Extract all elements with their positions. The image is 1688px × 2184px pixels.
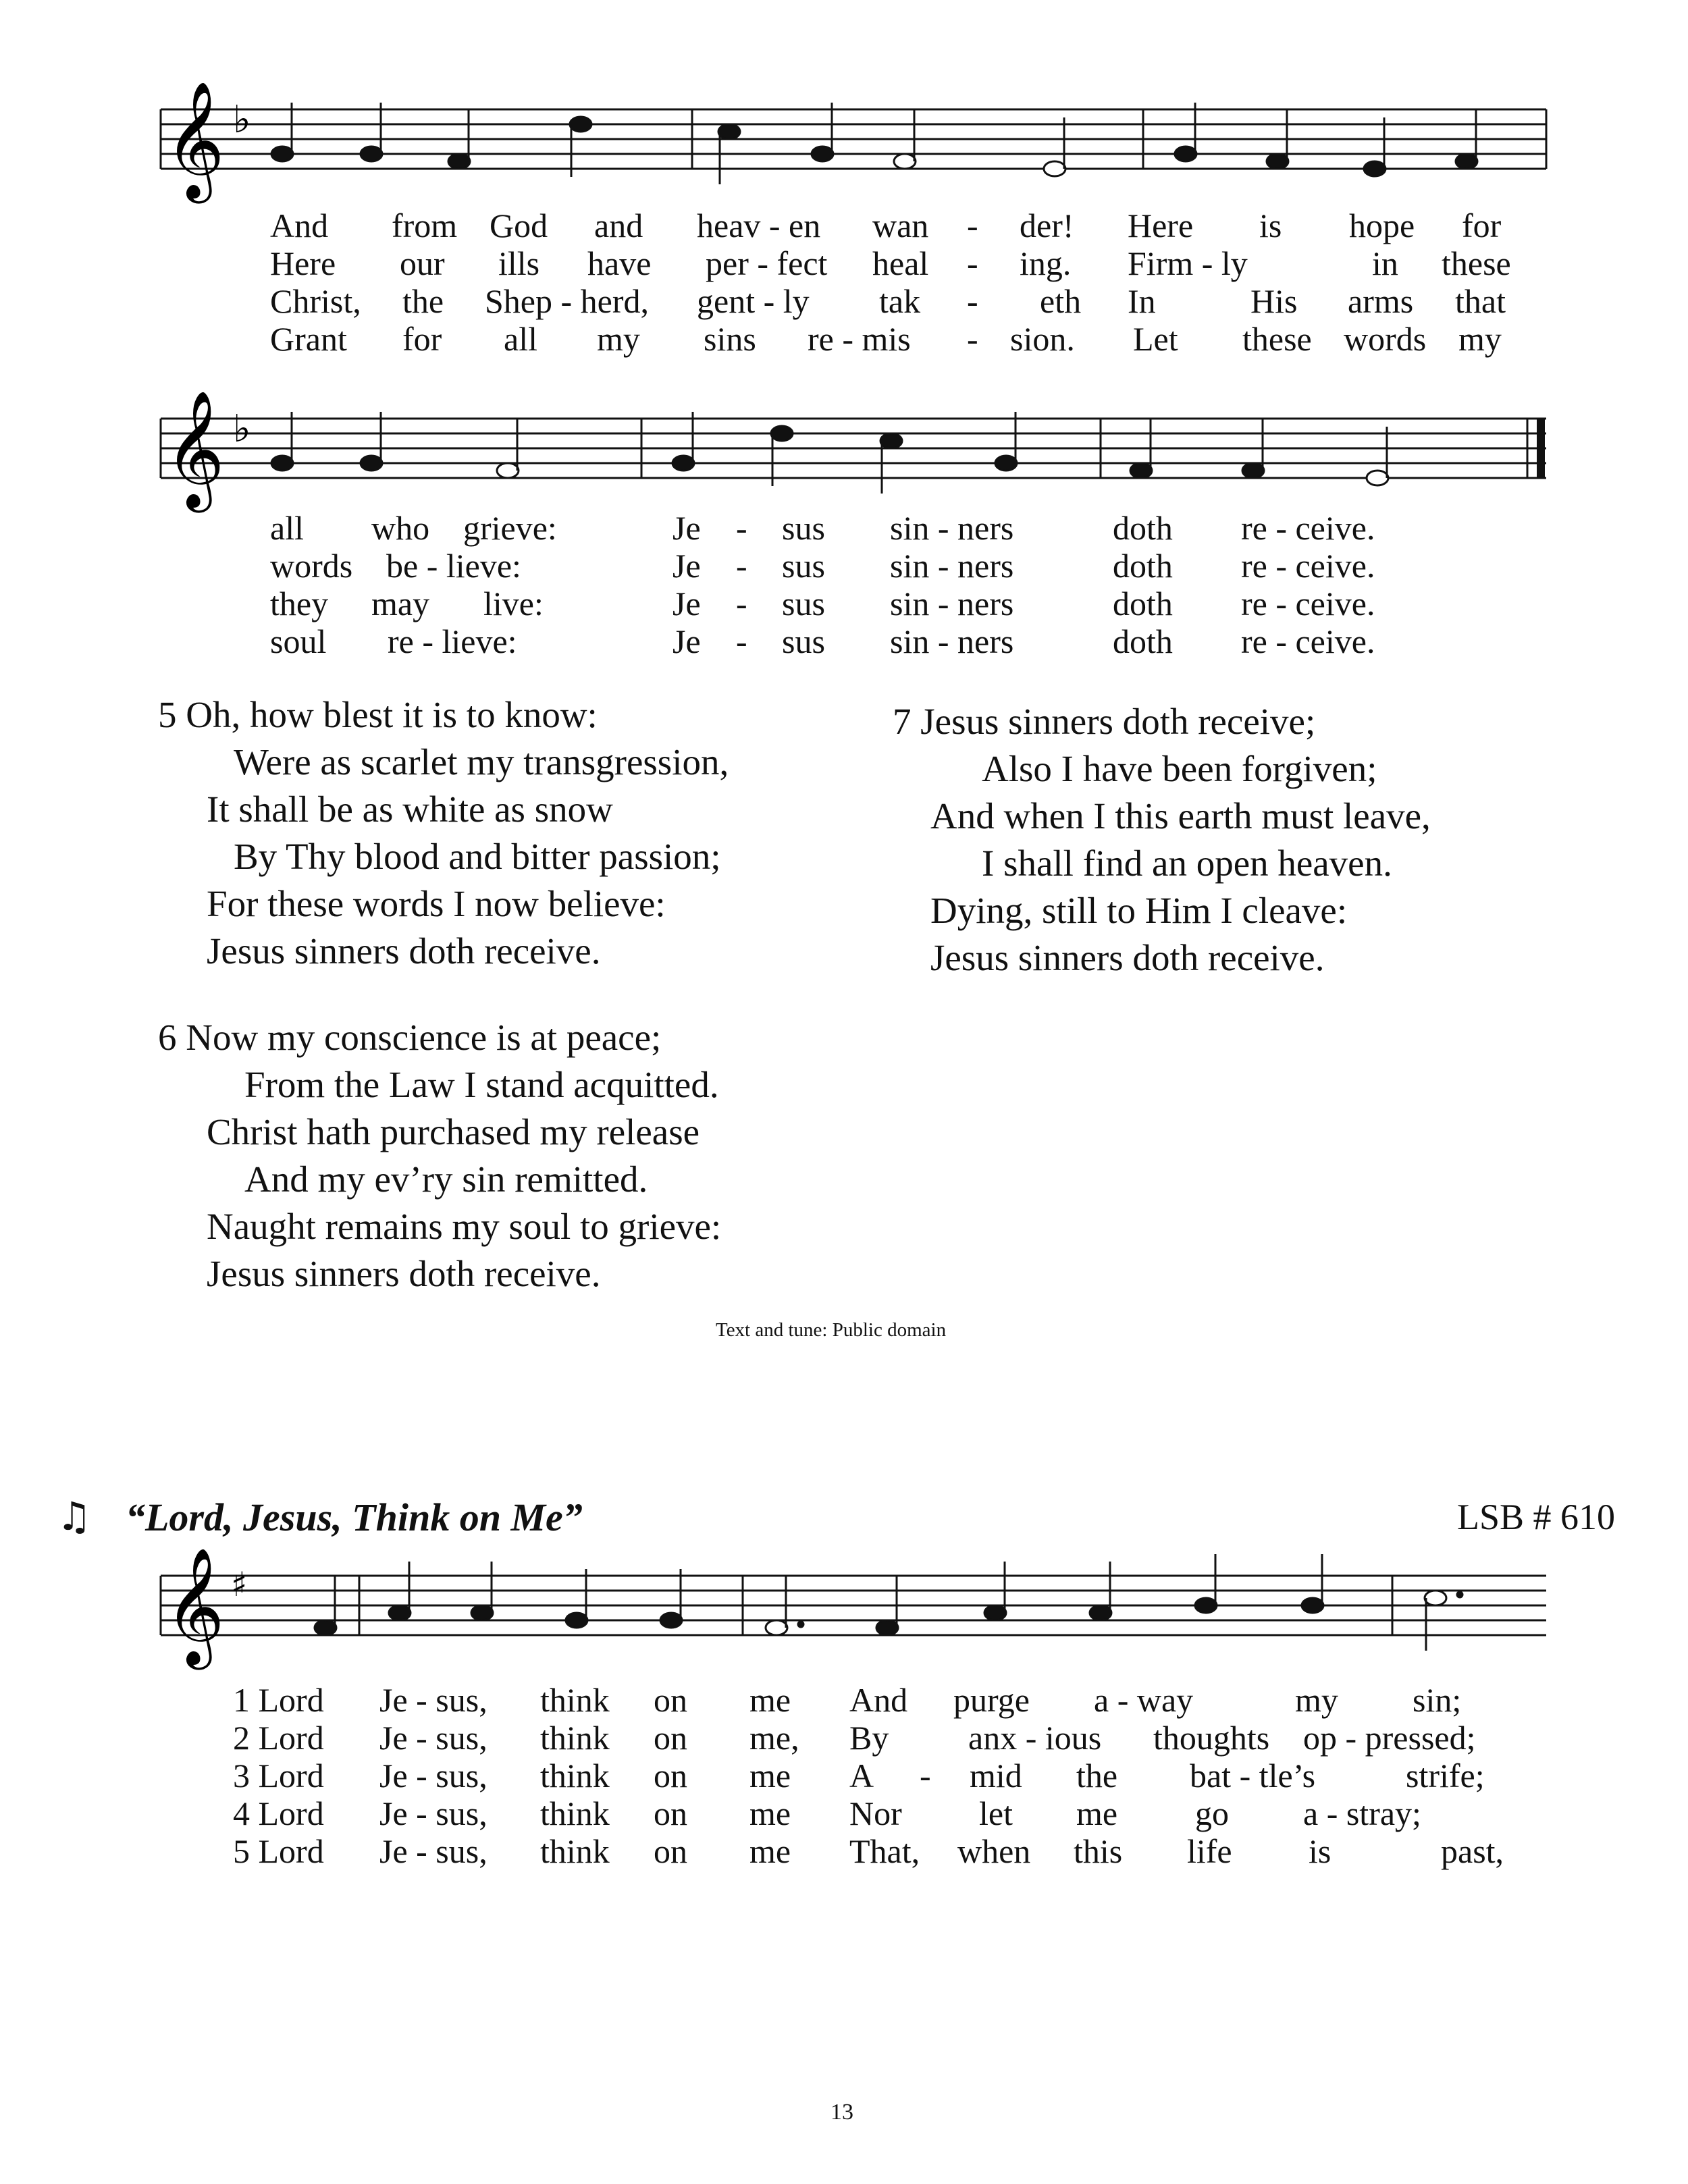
lyric-syllable: for: [402, 320, 442, 358]
verse-line: Also I have been forgiven;: [982, 748, 1377, 789]
lyric-syllable: all: [504, 320, 537, 358]
lyric-syllable: hope: [1349, 207, 1415, 244]
lyric-syllable: in: [1372, 244, 1398, 282]
lyric-syllable: they: [270, 585, 329, 622]
lyric-syllable: sion.: [1010, 320, 1075, 358]
lyric-syllable: re - mis: [808, 320, 911, 358]
verse-line: Jesus sinners doth receive.: [207, 1253, 601, 1294]
lyric-syllable: 2 Lord: [233, 1719, 324, 1757]
lyric-syllable: when: [957, 1832, 1031, 1870]
svg-text:♭: ♭: [233, 407, 251, 451]
lyric-syllable: eth: [1040, 282, 1082, 320]
verse-line: Jesus sinners doth receive.: [207, 930, 601, 971]
lyric-syllable: past,: [1441, 1832, 1504, 1870]
lyric-syllable: -: [967, 207, 978, 244]
lyric-syllable: doth: [1113, 622, 1173, 660]
lyric-syllable: Je: [672, 509, 701, 547]
lyric-syllable: thoughts: [1153, 1719, 1270, 1757]
lyric-syllable: heal: [872, 244, 929, 282]
lyric-syllable: Je - sus,: [379, 1757, 487, 1794]
verse-line: Dying, still to Him I cleave:: [930, 890, 1348, 931]
lyric-syllable: a - stray;: [1303, 1794, 1421, 1832]
lyric-syllable: His: [1250, 282, 1298, 320]
lyric-syllable: me: [1076, 1794, 1118, 1832]
svg-text:𝄞: 𝄞: [165, 1547, 225, 1665]
verse-line: From the Law I stand acquitted.: [244, 1064, 719, 1105]
lyric-syllable: God: [490, 207, 548, 244]
lyric-syllable: Nor: [849, 1794, 902, 1832]
verse-line: For these words I now believe:: [207, 883, 666, 924]
lyric-syllable: think: [540, 1757, 610, 1794]
page-number: 13: [830, 2100, 853, 2125]
verse-line: Christ hath purchased my release: [207, 1111, 700, 1152]
verse-7: [893, 698, 1431, 982]
lyric-syllable: Here: [1128, 207, 1194, 244]
lyric-syllable: Christ,: [270, 282, 361, 320]
lyric-syllable: live:: [483, 585, 544, 622]
lyric-syllable: re - ceive.: [1241, 547, 1375, 585]
music-note-icon: ♫: [57, 1493, 92, 1539]
lyric-syllable: -: [967, 320, 978, 358]
verse-line: 6 Now my conscience is at peace;: [158, 1017, 662, 1058]
lyric-syllable: sus: [782, 585, 825, 622]
lyric-syllable: sins: [704, 320, 756, 358]
lyric-syllable: purge: [953, 1681, 1030, 1719]
lyric-syllable: sus: [782, 622, 825, 660]
lyric-syllable: -: [736, 585, 747, 622]
lyric-syllable: A: [849, 1757, 874, 1794]
lyric-syllable: That,: [849, 1832, 920, 1870]
lyric-syllable: me: [749, 1757, 791, 1794]
lyric-syllable: that: [1455, 282, 1506, 320]
lyric-syllable: op - pressed;: [1303, 1719, 1476, 1757]
verse-line: And when I this earth must leave,: [930, 795, 1431, 836]
lyric-syllable: sin - ners: [890, 585, 1014, 622]
lyric-syllable: re - lieve:: [388, 622, 517, 660]
lyric-syllable: In: [1128, 282, 1156, 320]
lyric-syllable: on: [654, 1719, 687, 1757]
lyric-syllable: Grant: [270, 320, 347, 358]
lyric-syllable: my: [1295, 1681, 1338, 1719]
lyric-syllable: for: [1462, 207, 1502, 244]
lyric-syllable: -: [736, 622, 747, 660]
lyric-syllable: Je - sus,: [379, 1794, 487, 1832]
lyric-syllable: ills: [498, 244, 540, 282]
lyric-syllable: And: [270, 207, 329, 244]
lyric-syllable: 5 Lord: [233, 1832, 324, 1870]
svg-text:𝄞: 𝄞: [165, 81, 225, 198]
lyric-syllable: think: [540, 1681, 610, 1719]
lyric-syllable: our: [400, 244, 445, 282]
lyric-syllable: re - ceive.: [1241, 509, 1375, 547]
lyric-syllable: life: [1187, 1832, 1232, 1870]
lyric-syllable: strife;: [1406, 1757, 1485, 1794]
lyric-syllable: a - way: [1094, 1681, 1194, 1719]
lyric-syllable: doth: [1113, 509, 1173, 547]
lyric-syllable: have: [587, 244, 652, 282]
lyric-syllable: me: [749, 1832, 791, 1870]
lyric-syllable: Je: [672, 547, 701, 585]
lyric-syllable: Let: [1133, 320, 1178, 358]
svg-text:♭: ♭: [233, 98, 251, 142]
lyric-syllable: on: [654, 1681, 687, 1719]
lyric-syllable: on: [654, 1832, 687, 1870]
lyric-syllable: sin - ners: [890, 622, 1014, 660]
lyric-syllable: these: [1242, 320, 1312, 358]
lyric-syllable: be - lieve:: [386, 547, 521, 585]
lyric-syllable: may: [371, 585, 430, 622]
lyric-syllable: let: [979, 1794, 1013, 1832]
lyric-syllable: sin - ners: [890, 509, 1014, 547]
lyric-syllable: my: [597, 320, 640, 358]
lyric-syllable: der!: [1020, 207, 1074, 244]
lyric-syllable: my: [1458, 320, 1502, 358]
verse-line: 5 Oh, how blest it is to know:: [158, 694, 598, 735]
lyric-syllable: words: [270, 547, 353, 585]
lyric-syllable: from: [392, 207, 458, 244]
lyric-syllable: re - ceive.: [1241, 585, 1375, 622]
svg-text:♯: ♯: [231, 1565, 248, 1604]
lyric-syllable: ing.: [1020, 244, 1072, 282]
verse-6: [158, 1014, 721, 1298]
lyric-syllable: arms: [1348, 282, 1414, 320]
lyric-syllable: soul: [270, 622, 327, 660]
lyric-syllable: sus: [782, 509, 825, 547]
lyric-syllable: bat - tle’s: [1190, 1757, 1316, 1794]
lyric-syllable: on: [654, 1794, 687, 1832]
lyric-syllable: Je: [672, 585, 701, 622]
lyric-syllable: Firm - ly: [1128, 244, 1248, 282]
lyric-syllable: words: [1344, 320, 1427, 358]
verse-line: Were as scarlet my transgression,: [234, 741, 729, 782]
lyric-syllable: is: [1309, 1832, 1331, 1870]
lyric-syllable: Je - sus,: [379, 1681, 487, 1719]
lyric-syllable: 3 Lord: [233, 1757, 324, 1794]
lyric-syllable: per - fect: [706, 244, 828, 282]
hymn-title: “Lord, Jesus, Think on Me”: [126, 1495, 583, 1539]
lyric-syllable: Here: [270, 244, 336, 282]
lyric-syllable: sin;: [1413, 1681, 1462, 1719]
lyric-syllable: go: [1195, 1794, 1229, 1832]
lyric-syllable: Shep - herd,: [485, 282, 649, 320]
lyric-syllable: tak: [879, 282, 921, 320]
lyric-syllable: sus: [782, 547, 825, 585]
hymn-number: LSB # 610: [1457, 1497, 1616, 1537]
lyric-syllable: all: [270, 509, 304, 547]
verse-line: Naught remains my soul to grieve:: [207, 1206, 722, 1247]
lyric-syllable: sin - ners: [890, 547, 1014, 585]
lyric-syllable: who: [371, 509, 430, 547]
lyric-syllable: anx - ious: [968, 1719, 1102, 1757]
lyric-syllable: think: [540, 1719, 610, 1757]
lyric-syllable: on: [654, 1757, 687, 1794]
lyric-syllable: me: [749, 1794, 791, 1832]
lyric-syllable: -: [736, 547, 747, 585]
lyric-syllable: 4 Lord: [233, 1794, 324, 1832]
verse-line: It shall be as white as snow: [207, 789, 613, 830]
lyric-syllable: think: [540, 1794, 610, 1832]
lyric-syllable: doth: [1113, 547, 1173, 585]
lyric-syllable: wan: [872, 207, 929, 244]
verse-line: And my ev’ry sin remitted.: [244, 1158, 648, 1200]
lyric-syllable: is: [1259, 207, 1282, 244]
svg-text:𝄞: 𝄞: [165, 390, 225, 508]
lyric-syllable: these: [1442, 244, 1511, 282]
credit-text: Text and tune: Public domain: [716, 1319, 947, 1341]
lyric-syllable: the: [1076, 1757, 1118, 1794]
lyric-syllable: By: [849, 1719, 889, 1757]
lyric-syllable: grieve:: [463, 509, 557, 547]
verse-line: I shall find an open heaven.: [982, 843, 1392, 884]
verse-line: 7 Jesus sinners doth receive;: [893, 701, 1316, 742]
lyric-syllable: -: [920, 1757, 931, 1794]
lyric-syllable: doth: [1113, 585, 1173, 622]
lyric-syllable: mid: [970, 1757, 1022, 1794]
lyric-syllable: -: [736, 509, 747, 547]
lyric-syllable: -: [967, 282, 978, 320]
lyric-syllable: Je - sus,: [379, 1719, 487, 1757]
lyric-syllable: 1 Lord: [233, 1681, 324, 1719]
verse-5: [158, 691, 729, 975]
lyric-syllable: Je - sus,: [379, 1832, 487, 1870]
lyric-syllable: gent - ly: [697, 282, 810, 320]
lyric-syllable: this: [1074, 1832, 1123, 1870]
lyric-syllable: heav - en: [697, 207, 821, 244]
lyric-syllable: and: [594, 207, 643, 244]
lyric-syllable: re - ceive.: [1241, 622, 1375, 660]
lyric-syllable: Je: [672, 622, 701, 660]
verse-line: Jesus sinners doth receive.: [930, 937, 1325, 978]
verse-line: By Thy blood and bitter passion;: [234, 836, 721, 877]
lyric-syllable: me: [749, 1681, 791, 1719]
lyric-syllable: -: [967, 244, 978, 282]
lyric-syllable: the: [402, 282, 444, 320]
lyric-syllable: me,: [749, 1719, 799, 1757]
lyric-syllable: And: [849, 1681, 908, 1719]
lyric-syllable: think: [540, 1832, 610, 1870]
